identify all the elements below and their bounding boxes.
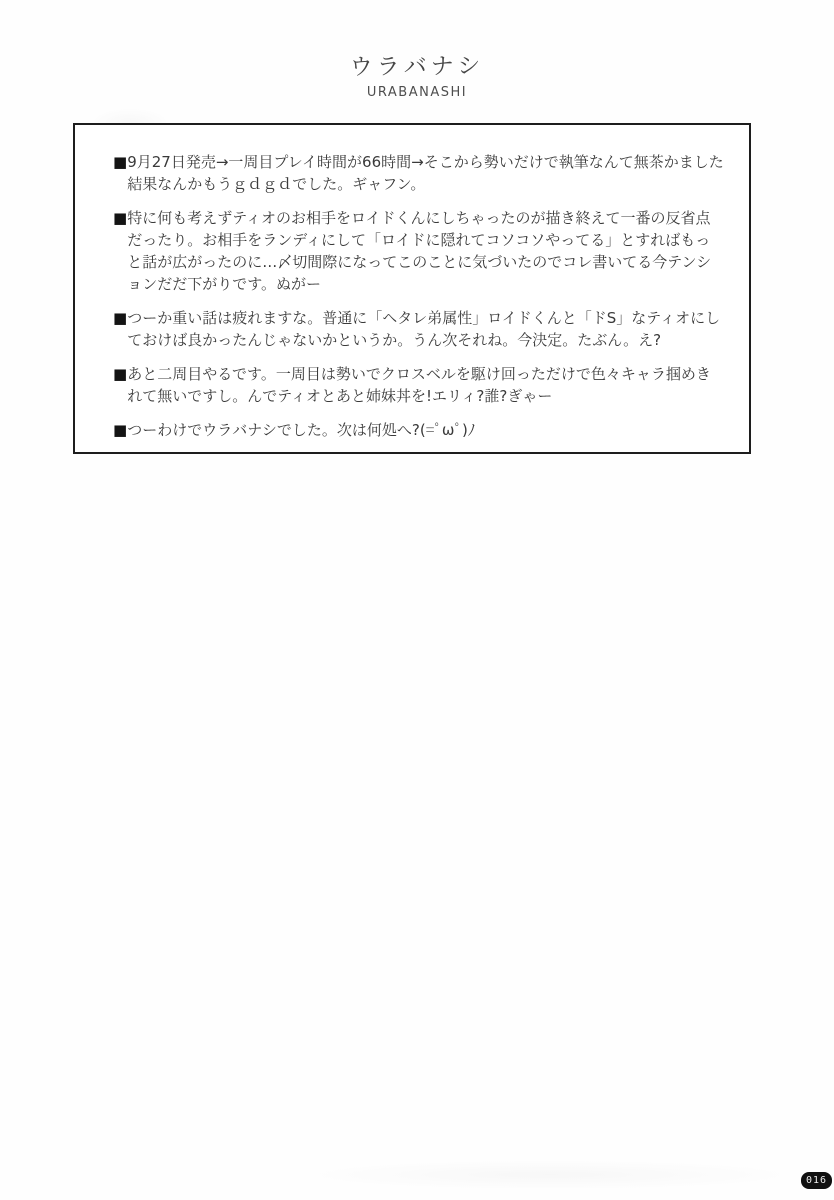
afterword-paragraph	[113, 207, 725, 295]
bullet-square-icon: ■	[113, 365, 128, 383]
page-subtitle: URABANASHI	[366, 85, 468, 100]
paragraph-text: つーか重い話は疲れますな。普通に「ヘタレ弟属性」ロイドくんと「ドS」なティオにしておけば良かったんじゃないかというか。うん次それね。今決定。たぶん。え?	[127, 309, 721, 349]
paragraph-text: つーわけでウラバナシでした。次は何処へ?(=ﾟωﾟ)ﾉ	[127, 421, 476, 439]
bullet-square-icon: ■	[113, 421, 128, 439]
bullet-square-icon: ■	[113, 153, 128, 171]
bullet-square-icon: ■	[113, 309, 128, 327]
page-number-badge: 016	[801, 1172, 832, 1189]
paragraph-text: 9月27日発売→一周目プレイ時間が66時間→そこから勢いだけで執筆なんて無茶かました結果なんかもうｇｄｇｄでした。ギャフン。	[127, 153, 724, 193]
scan-smudge	[300, 1160, 800, 1190]
afterword-paragraph	[113, 151, 725, 195]
afterword-paragraph	[113, 363, 725, 407]
paragraph-text: あと二周目やるです。一周目は勢いでクロスベルを駆け回っただけで色々キャラ掴めきれて無いですし。んでティオとあと姉妹丼を!エリィ?誰?ぎゃー	[127, 365, 711, 405]
afterword-box	[73, 123, 751, 454]
paragraph-text: 特に何も考えずティオのお相手をロイドくんにしちゃったのが描き終えて一番の反省点だったり。お相手をランディにして「ロイドに隠れてコソコソやってる」とすればもっと話が広がったのに…〆切間際になってこのことに気づいたのでコレ書いてる今テンションだだ下がりです。ぬがー	[127, 209, 712, 293]
bullet-square-icon: ■	[113, 209, 128, 227]
afterword-paragraph	[113, 419, 725, 441]
page-title-block	[0, 48, 834, 100]
afterword-paragraph	[113, 307, 725, 351]
page-title: ウラバナシ	[349, 53, 485, 81]
